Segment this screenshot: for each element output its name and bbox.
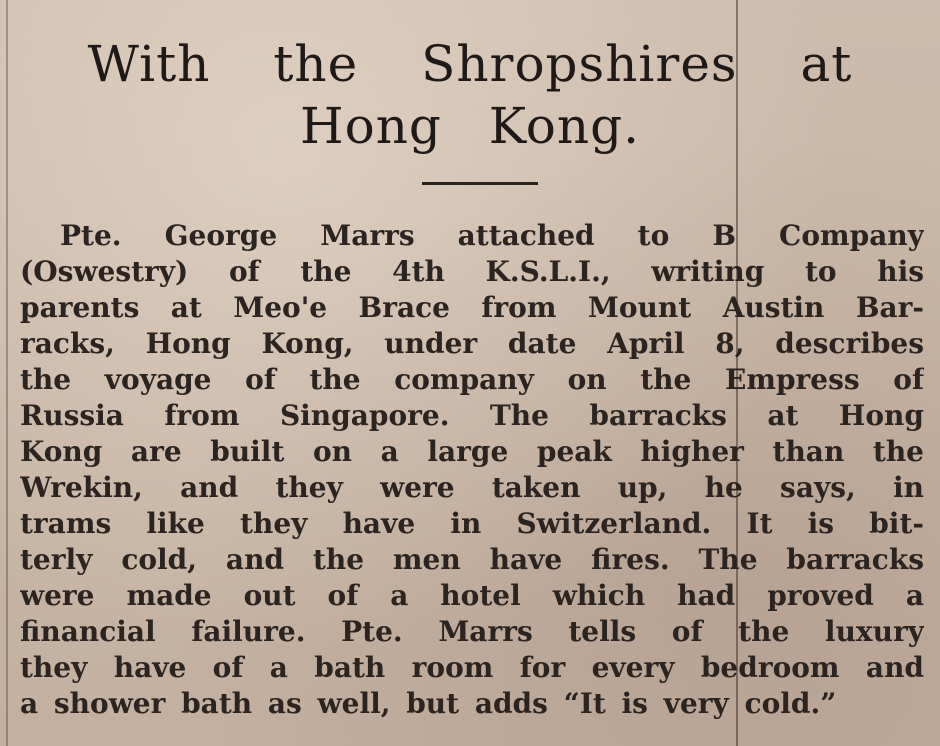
left-fold-crease — [6, 0, 8, 746]
article-body — [20, 218, 924, 722]
article-line: Russia from Singapore. The barracks at Hong — [20, 399, 924, 432]
article-line: were made out of a hotel which had proved a — [20, 579, 924, 612]
headline-divider — [422, 182, 538, 185]
article-line: a shower bath as well, but adds “It is very cold.” — [20, 687, 837, 720]
article-line: they have of a bath room for every bedroom and — [20, 651, 924, 684]
article-line: terly cold, and the men have fires. The barracks — [20, 543, 924, 576]
article-line: racks, Hong Kong, under date April 8, describes — [20, 327, 924, 360]
article-line: Pte. George Marrs attached to B Company — [60, 219, 924, 252]
article-line: trams like they have in Switzerland. It is bit- — [20, 507, 924, 540]
headline-line-2: Hong Kong. — [299, 97, 641, 155]
article-line: Kong are built on a large peak higher than the — [20, 435, 924, 468]
article-line: Wrekin, and they were taken up, he says, in — [20, 471, 924, 504]
headline-line-1: With the Shropshires at — [87, 35, 853, 93]
article-line: financial failure. Pte. Marrs tells of the luxury — [20, 615, 924, 648]
article-line: (Oswestry) of the 4th K.S.L.I., writing to his — [20, 255, 924, 288]
article-line: the voyage of the company on the Empress of — [20, 363, 924, 396]
article-line: parents at Meo'e Brace from Mount Austin Bar- — [20, 291, 924, 324]
